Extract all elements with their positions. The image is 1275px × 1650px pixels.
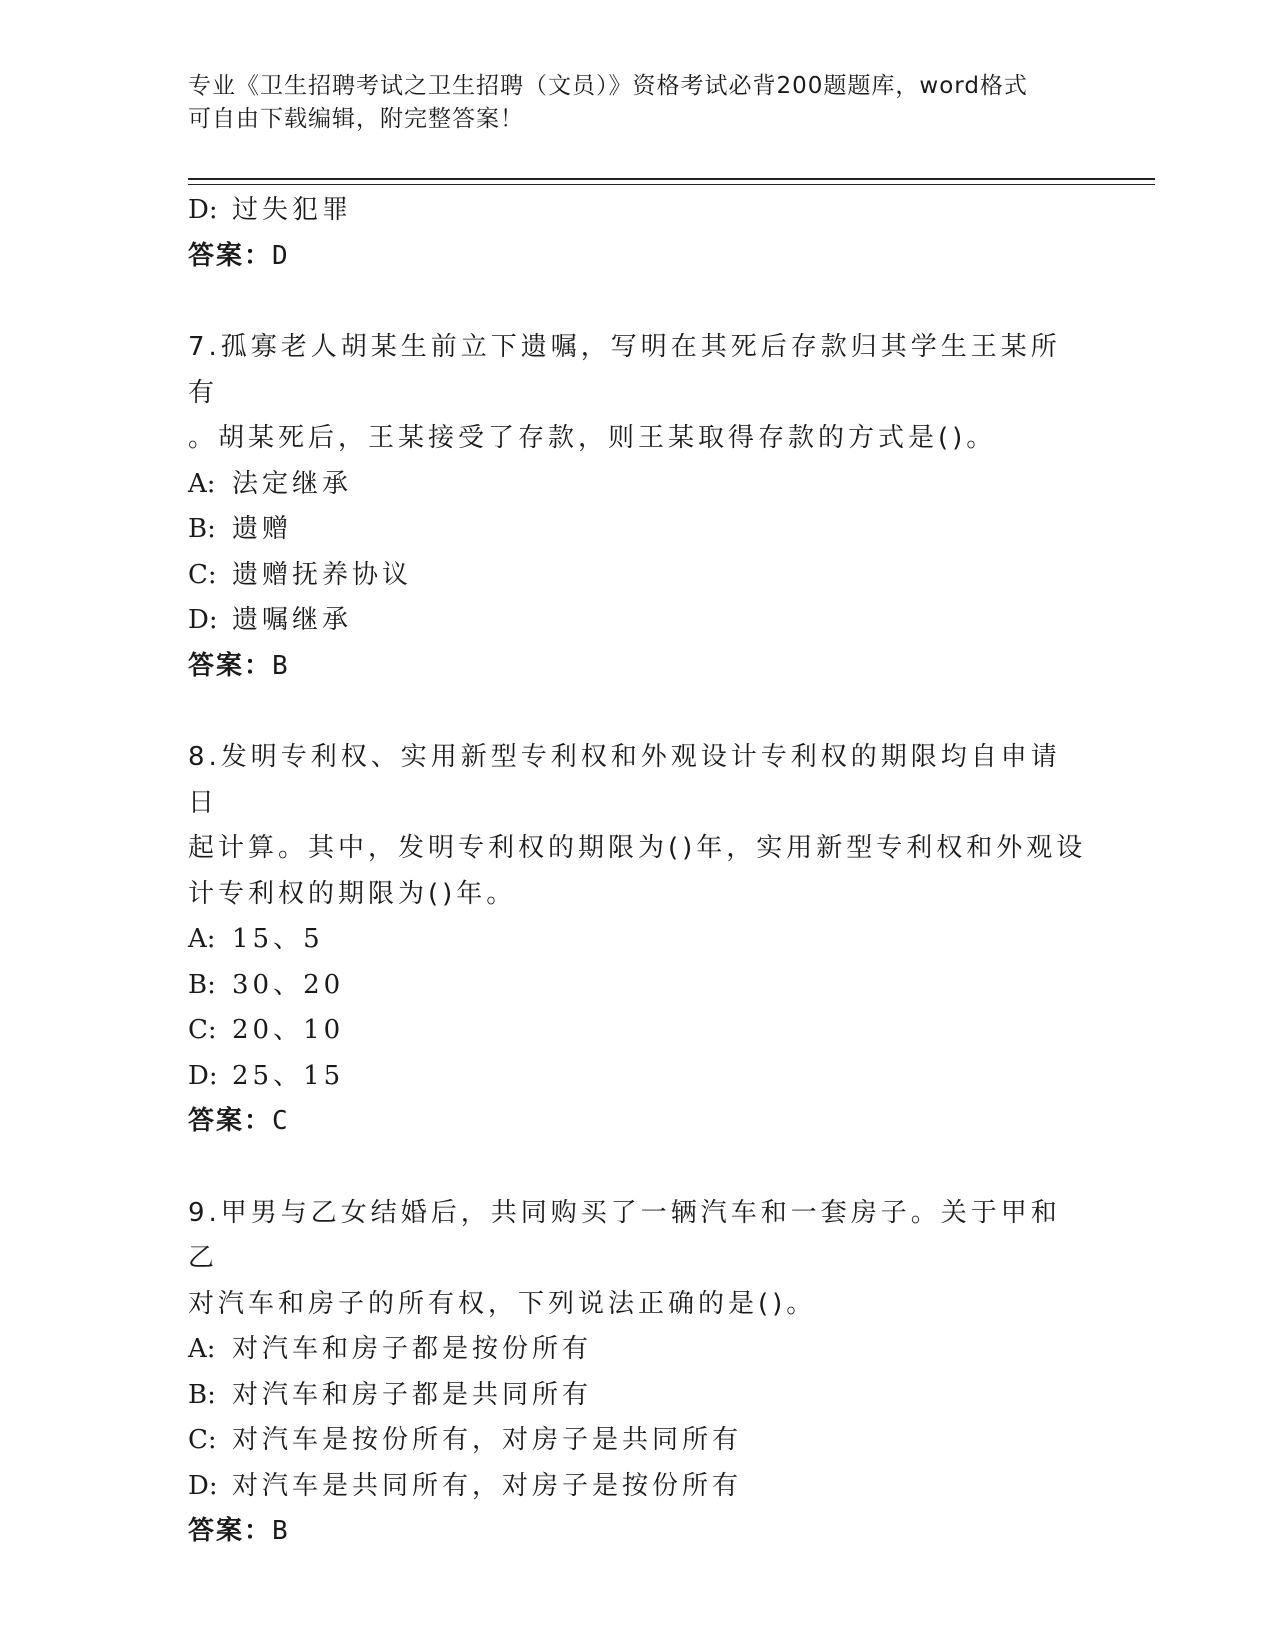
option-b [188, 1373, 1088, 1419]
option-letter: A: [188, 1334, 216, 1364]
question-7 [188, 325, 1088, 689]
question-8 [188, 735, 1088, 1145]
answer-line [188, 644, 1088, 690]
header-divider-thin [188, 184, 1155, 185]
option-text: 对汽车和房子都是按份所有 [232, 1334, 593, 1364]
option-letter: C: [188, 1015, 217, 1045]
option-text: 遗赠抚养协议 [232, 559, 413, 590]
option-text: 遗嘱继承 [232, 605, 353, 635]
question-line: 对汽车和房子的所有权，下列说法正确的是()。 [188, 1288, 817, 1319]
answer-value: B [272, 1516, 290, 1546]
option-c [188, 1418, 1088, 1464]
answer-label: 答案： [188, 1106, 273, 1136]
question-stem [188, 325, 1088, 462]
previous-question-tail [188, 188, 1088, 279]
answer-value: C [272, 1106, 290, 1136]
answer-line [188, 1099, 1088, 1145]
answer-line [188, 1509, 1088, 1555]
question-stem [188, 735, 1088, 917]
document-header [188, 70, 1088, 136]
option-letter: D: [188, 1470, 218, 1501]
option-a [188, 462, 1088, 508]
spacer [188, 279, 1088, 325]
document-body [188, 188, 1088, 1555]
option-text: 过失犯罪 [232, 195, 353, 225]
question-line: 。胡某死后，王某接受了存款，则王某取得存款的方式是()。 [188, 423, 997, 453]
option-c [188, 1008, 1088, 1054]
option-letter: C: [188, 1425, 217, 1455]
option-text: 15、5 [232, 924, 324, 954]
option-text: 20、10 [232, 1015, 345, 1045]
question-9 [188, 1191, 1088, 1555]
option-b [188, 507, 1088, 553]
option-letter: A: [188, 468, 216, 499]
option-d [188, 1054, 1088, 1100]
option-letter: B: [188, 969, 216, 1000]
spacer [188, 1145, 1088, 1191]
option-text: 对汽车是按份所有，对房子是共同所有 [232, 1425, 743, 1455]
option-a [188, 917, 1088, 963]
option-c [188, 553, 1088, 599]
spacer [188, 689, 1088, 735]
option-letter: A: [188, 924, 216, 954]
option-letter: D: [188, 605, 218, 635]
option-text: 25、15 [232, 1060, 345, 1091]
option-d [188, 1464, 1088, 1510]
option-d [188, 188, 1088, 234]
answer-line [188, 234, 1088, 280]
header-line-1: 专业《卫生招聘考试之卫生招聘（文员）》资格考试必背200题题库，word格式 [188, 73, 1028, 99]
option-text: 对汽车是共同所有，对房子是按份所有 [232, 1470, 743, 1501]
option-letter: B: [188, 514, 216, 544]
option-text: 30、20 [232, 969, 345, 1000]
answer-label: 答案： [188, 240, 273, 271]
option-a [188, 1327, 1088, 1373]
option-text: 法定继承 [232, 468, 353, 499]
question-stem [188, 1191, 1088, 1328]
question-line: 9.甲男与乙女结婚后，共同购买了一辆汽车和一套房子。关于甲和乙 [188, 1197, 1061, 1273]
answer-label: 答案： [188, 1516, 273, 1546]
option-text: 遗赠 [232, 514, 293, 544]
answer-value: B [272, 650, 290, 681]
question-line: 起计算。其中，发明专利权的期限为()年，实用新型专利权和外观设 [188, 833, 1087, 863]
answer-label: 答案： [188, 650, 273, 681]
option-letter: D: [188, 195, 218, 225]
answer-value: D [272, 240, 290, 271]
question-line: 计专利权的期限为()年。 [188, 878, 517, 909]
question-line: 8.发明专利权、实用新型专利权和外观设计专利权的期限均自申请日 [188, 742, 1061, 818]
header-line-2: 可自由下载编辑，附完整答案！ [188, 106, 524, 132]
option-text: 对汽车和房子都是共同所有 [232, 1379, 593, 1410]
option-d [188, 598, 1088, 644]
option-letter: D: [188, 1060, 218, 1091]
header-divider-thick [188, 178, 1155, 180]
option-letter: C: [188, 559, 217, 590]
option-letter: B: [188, 1379, 216, 1410]
option-b [188, 963, 1088, 1009]
question-line: 7.孤寡老人胡某生前立下遗嘱，写明在其死后存款归其学生王某所有 [188, 332, 1061, 408]
